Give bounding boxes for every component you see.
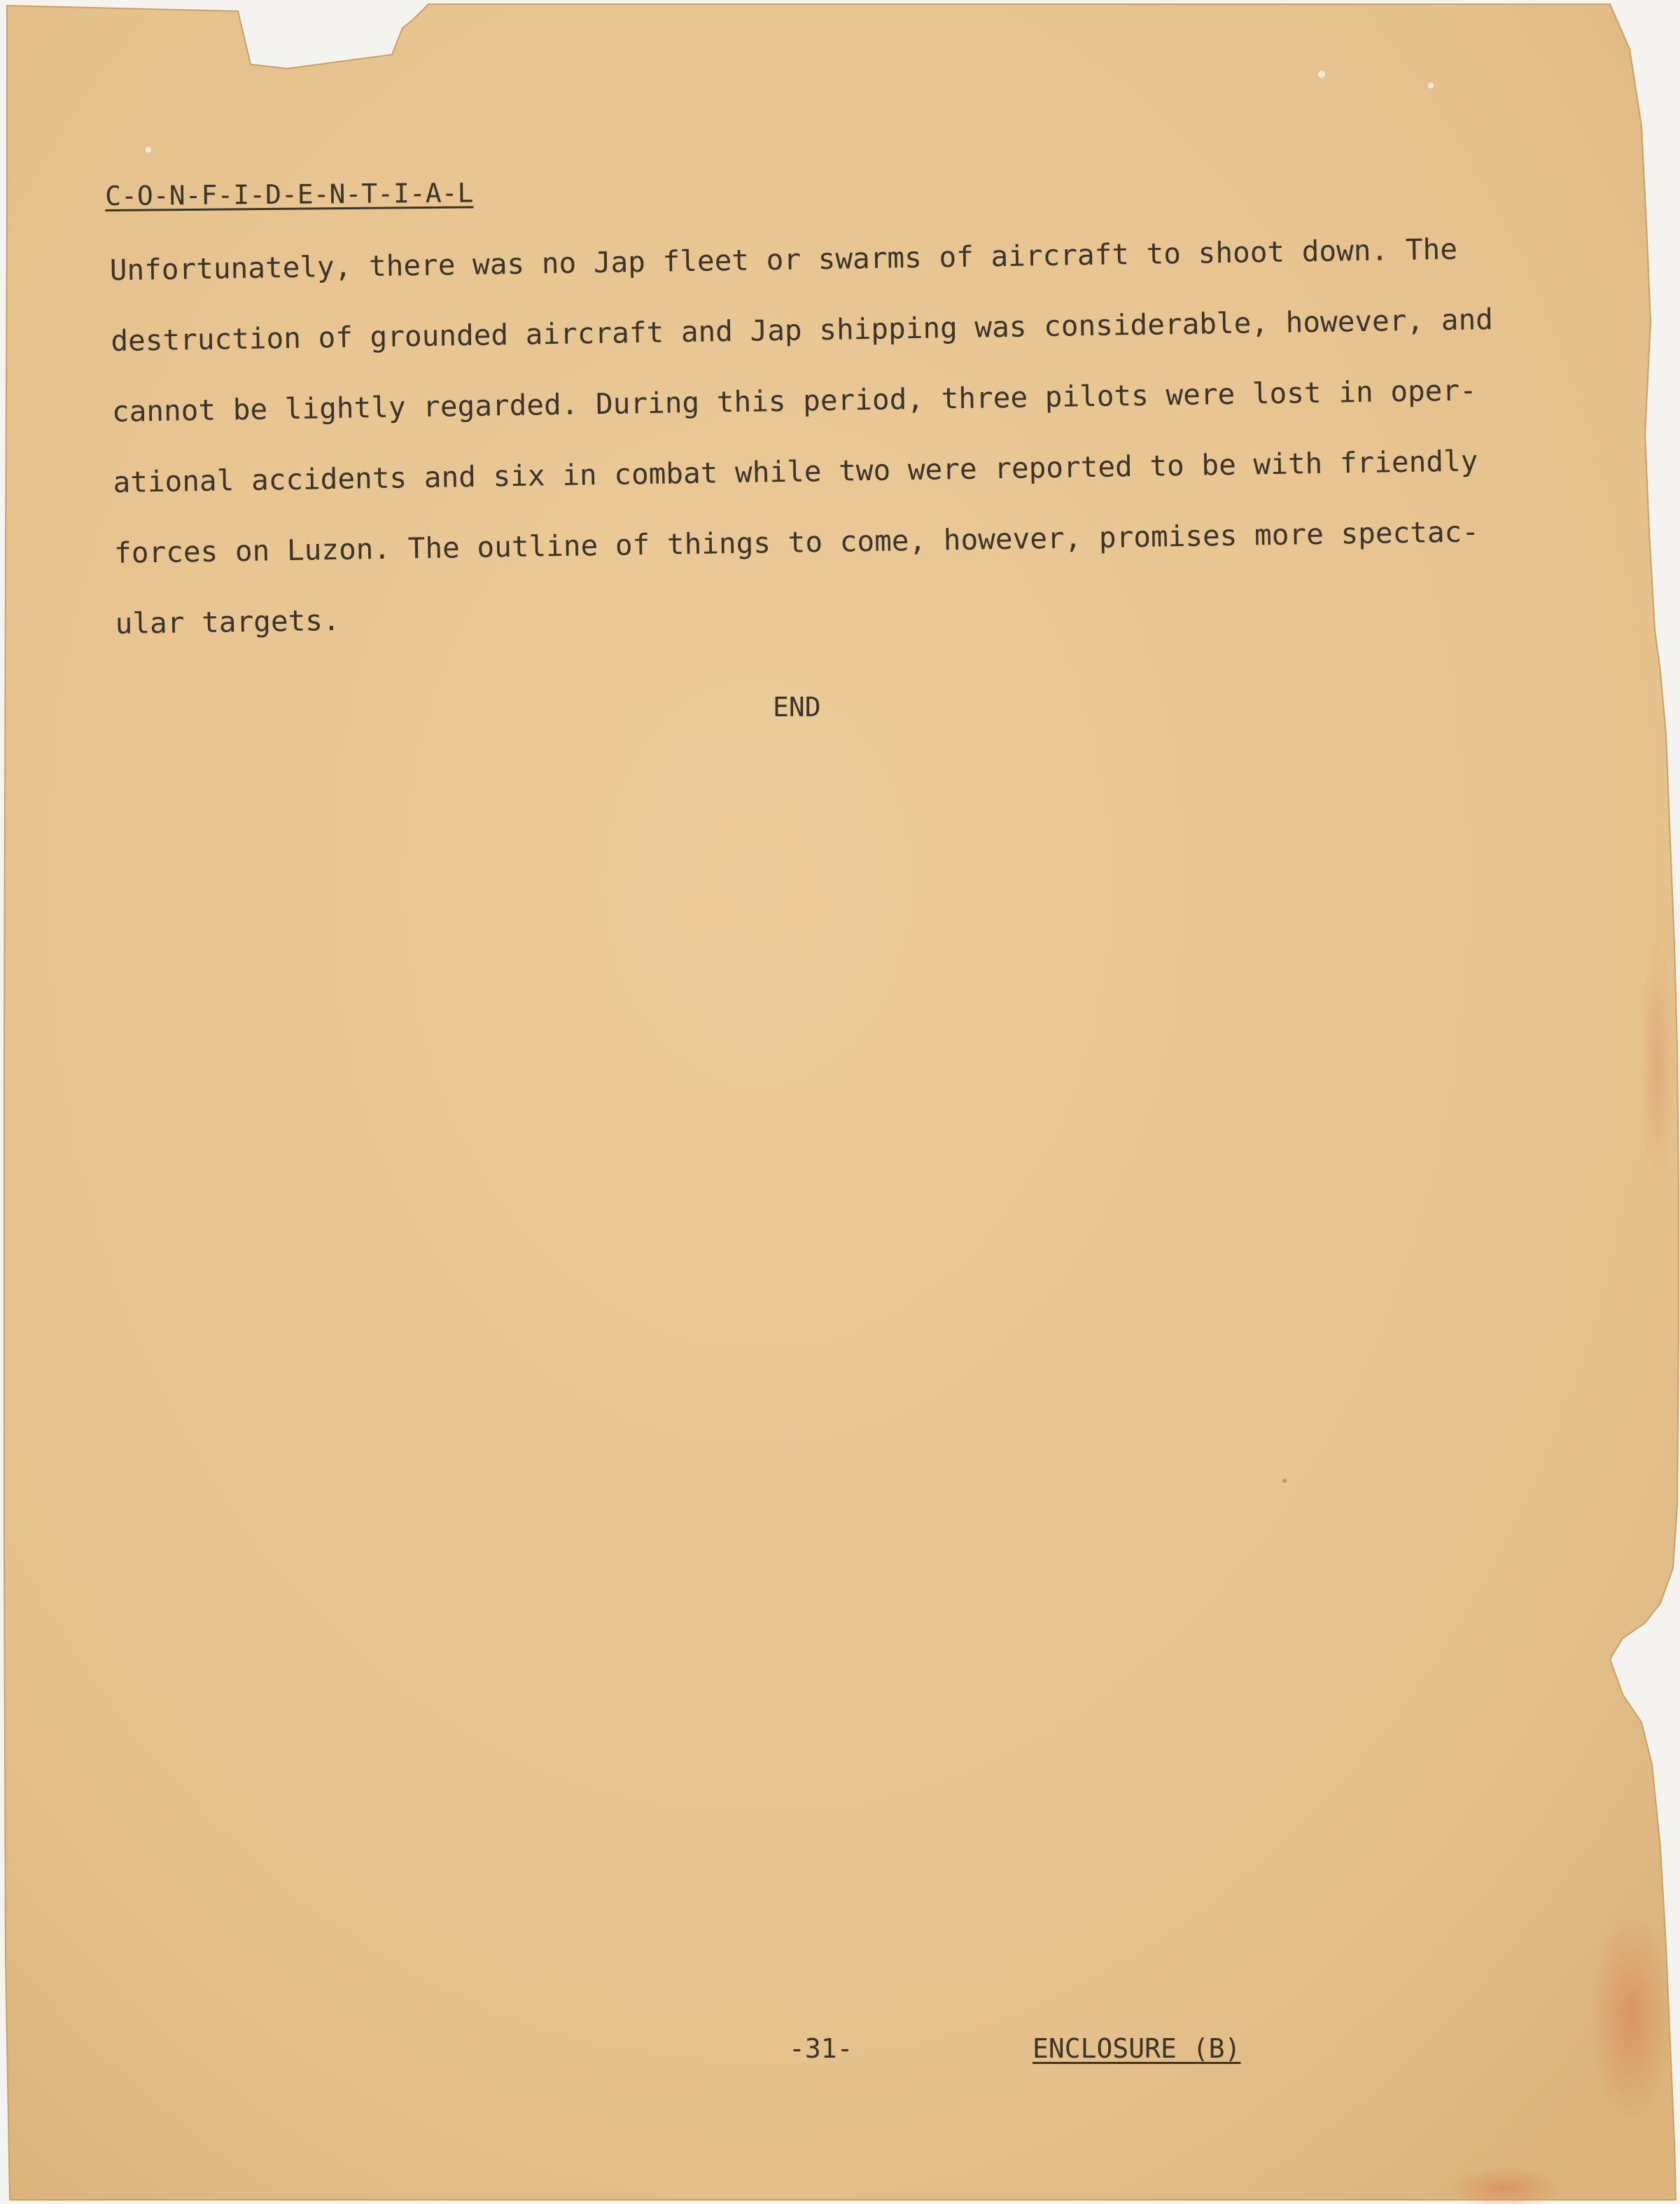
speck-4: [1282, 1479, 1287, 1483]
enclosure-label: ENCLOSURE (B): [1032, 2033, 1241, 2064]
stain-bottom-right: [1589, 1911, 1673, 2121]
body-paragraph: [109, 214, 1498, 660]
body-line: forces on Luzon. The outline of things to come, however, promises more spectac-: [113, 515, 1480, 570]
speck-1: [146, 147, 151, 153]
speck-2: [1318, 71, 1325, 78]
body-line: ational accidents and six in combat while two were reported to be with friendly: [113, 444, 1478, 499]
body-line: cannot be lightly regarded. During this period, three pilots were lost in oper-: [111, 373, 1478, 428]
end-mark: END: [773, 692, 821, 723]
body-line: destruction of grounded aircraft and Jap shipping was considerable, however, and: [110, 302, 1494, 358]
confidential-heading: C-O-N-F-I-D-E-N-T-I-A-L: [105, 177, 474, 211]
body-line: Unfortunately, there was no Jap fleet or swarms of aircraft to shoot down. The: [109, 232, 1458, 287]
body-line: ular targets.: [115, 603, 340, 641]
speck-3: [1428, 83, 1434, 88]
page-number: -31-: [789, 2033, 853, 2064]
stain-right-middle: [1640, 938, 1675, 1190]
